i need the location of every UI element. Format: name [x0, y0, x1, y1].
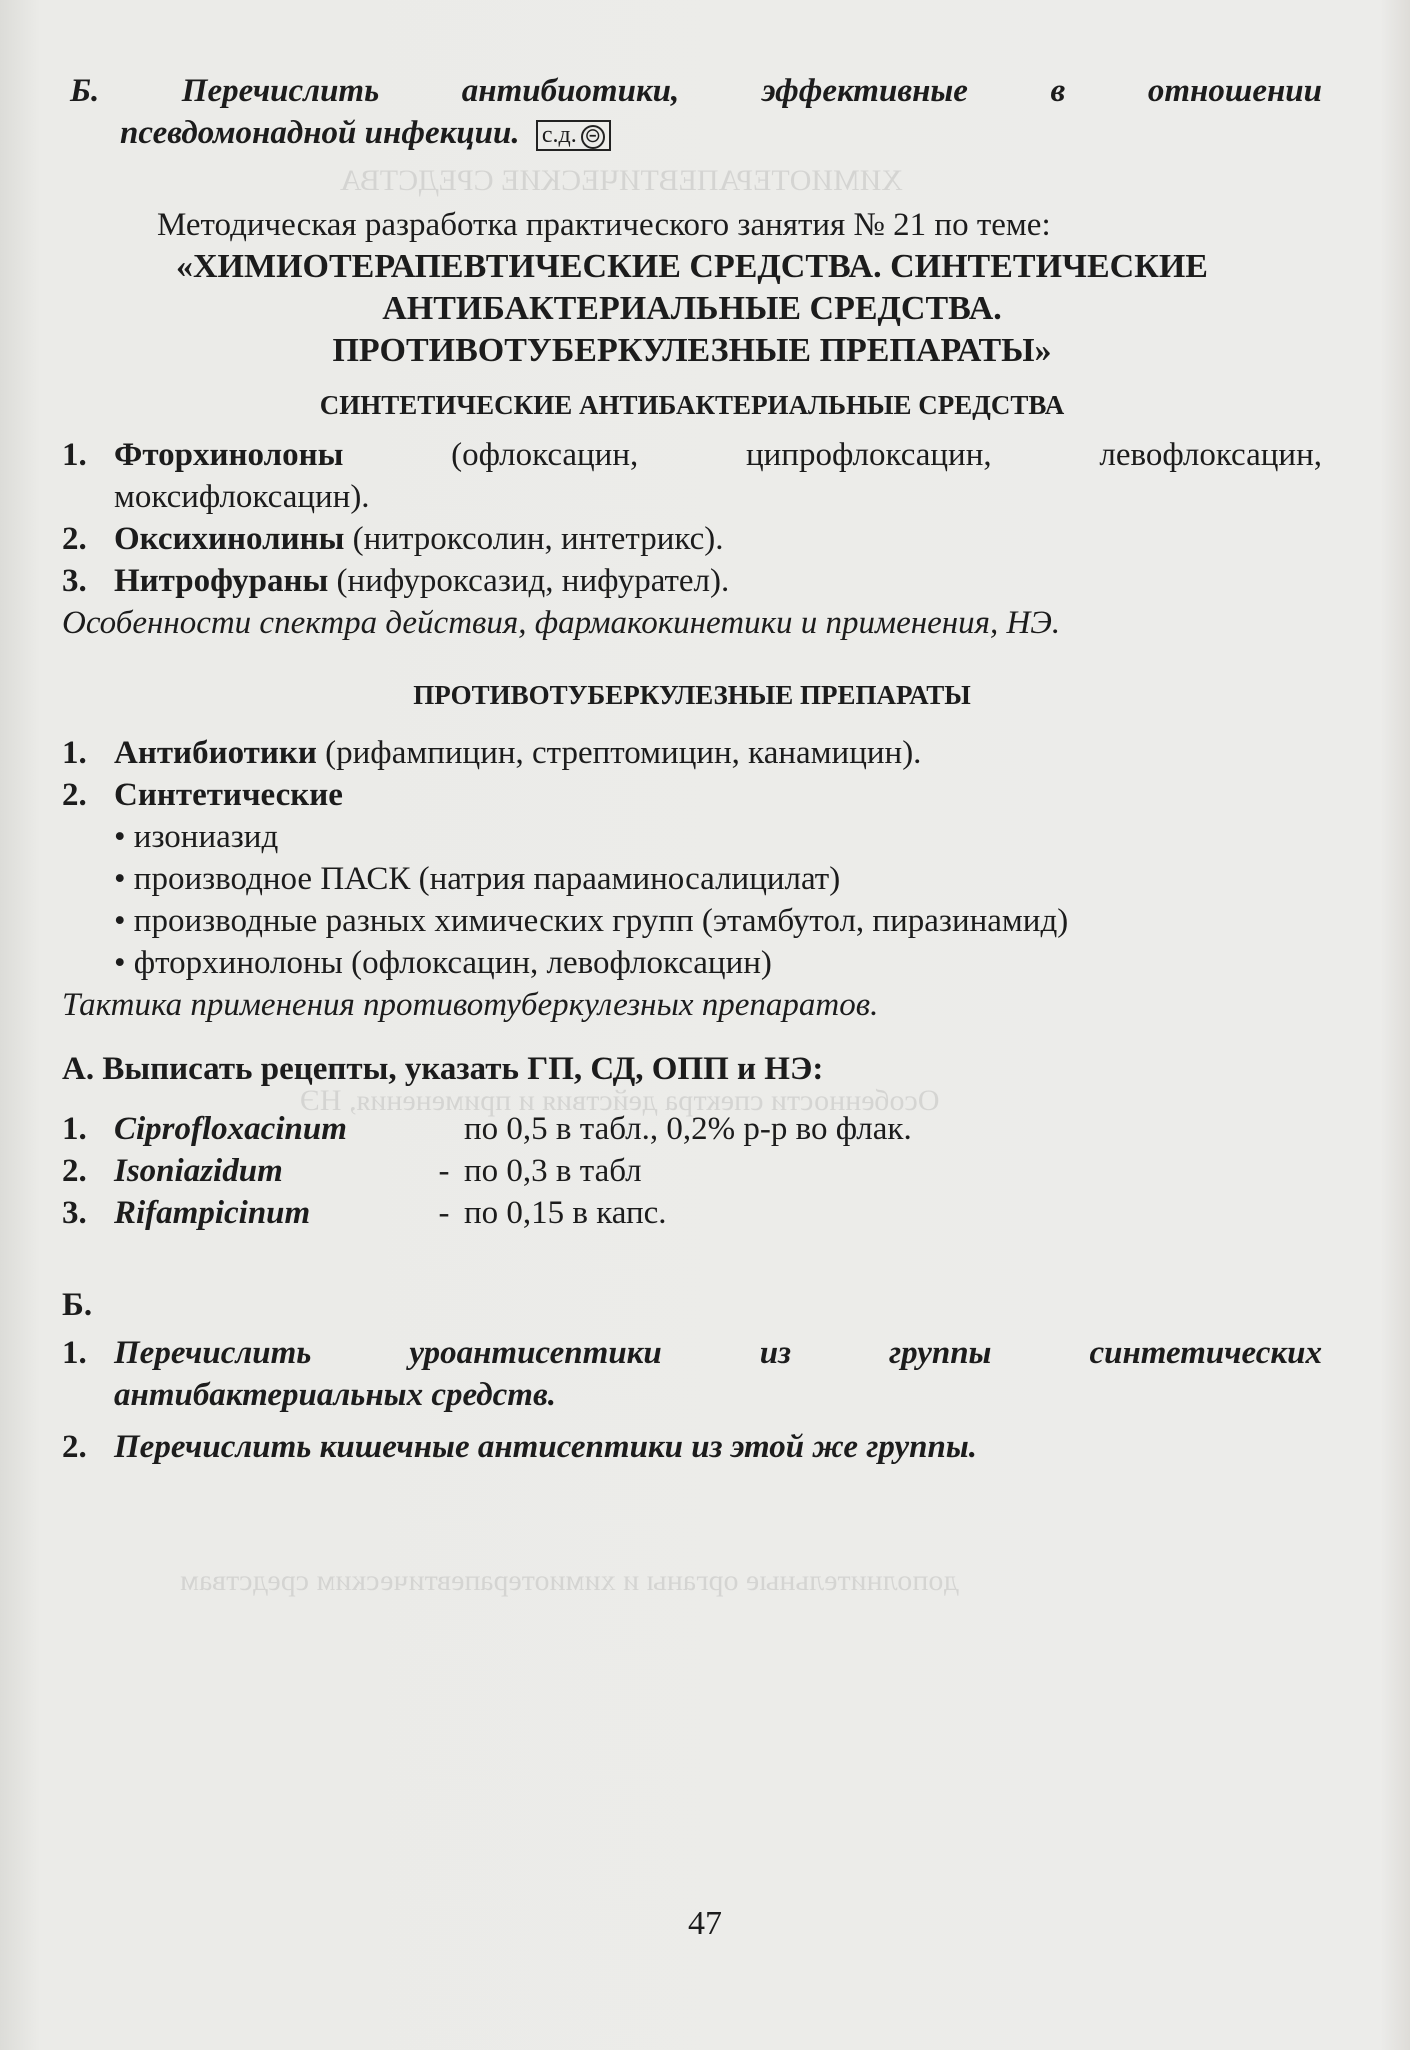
recipe-list	[62, 1108, 1322, 1234]
bullet-item: • производные разных химических групп (этамбутол, пиразинамид)	[114, 903, 1069, 939]
list-item	[62, 1426, 1322, 1468]
drug-group-name: Фторхинолоны	[114, 437, 344, 473]
drug-group-name: Оксихинолины	[114, 521, 345, 557]
item-number: 1.	[62, 1335, 87, 1371]
list-item	[62, 518, 1322, 560]
recipe-number: 3.	[62, 1195, 87, 1231]
drug-dose: по 0,5 в табл., 0,2% р-р во флак.	[464, 1111, 912, 1147]
lesson-title-line2: АНТИБАКТЕРИАЛЬНЫЕ СРЕДСТВА.	[382, 290, 1002, 327]
antitb-note: Тактика применения противотуберкулезных препаратов.	[62, 987, 879, 1023]
lesson-title-line3: ПРОТИВОТУБЕРКУЛЕЗНЫЕ ПРЕПАРАТЫ»	[332, 332, 1052, 369]
antitb-section-title: ПРОТИВОТУБЕРКУЛЕЗНЫЕ ПРЕПАРАТЫ	[413, 680, 971, 710]
drug-examples: (нитроксолин, интетрикс).	[344, 521, 724, 557]
task-b-antibiotics-text: псевдомонадной инфекции.	[120, 115, 520, 151]
item-number: 2.	[62, 1429, 87, 1465]
task-b-item-line1: Перечислить кишечные антисептики из этой же группы.	[114, 1429, 977, 1465]
item-number: 3.	[62, 563, 87, 599]
recipe-row	[62, 1192, 1322, 1234]
drug-latin-name: Rifampicinum	[114, 1195, 311, 1231]
synthetic-section-title: СИНТЕТИЧЕСКИЕ АНТИБАКТЕРИАЛЬНЫЕ СРЕДСТВА	[319, 390, 1065, 420]
antitb-synthetic-bullets	[62, 816, 1322, 984]
lesson-intro: Методическая разработка практического занятия № 21 по теме:	[157, 207, 1051, 243]
task-b-item-line2: антибактериальных средств.	[114, 1377, 556, 1413]
drug-group-name: Антибиотики	[114, 735, 317, 771]
task-b-list	[62, 1332, 1322, 1468]
task-b-item-line1: Перечислить уроантисептики из группы синтетических	[114, 1335, 1322, 1371]
bullet-item: • изониазид	[114, 819, 279, 855]
item-number: 1.	[62, 437, 87, 473]
item-number: 1.	[62, 735, 87, 771]
recipe-dash: -	[438, 1195, 450, 1231]
synthetic-note: Особенности спектра действия, фармакокинетики и применения, НЭ.	[62, 605, 1061, 641]
item-line-continued: моксифлоксацин).	[114, 479, 370, 515]
bullet-item: • производное ПАСК (натрия парааминосалицилат)	[114, 861, 841, 897]
drug-group-name: Синтетические	[114, 777, 343, 813]
task-b-title: Б.	[62, 1287, 93, 1323]
recipe-number: 2.	[62, 1153, 87, 1189]
page-number: 47	[688, 1905, 722, 1942]
list-item	[62, 434, 1322, 518]
task-a-title: А. Выписать рецепты, указать ГП, СД, ОПП и НЭ:	[62, 1051, 824, 1087]
antitb-list	[62, 732, 1322, 816]
bleed-through-text: Особенности спектра действия и применения, НЭ	[300, 1084, 940, 1117]
page-content	[62, 70, 1322, 1468]
drug-latin-name: Ciprofloxacinum	[114, 1111, 347, 1147]
item-number: 2.	[62, 521, 87, 557]
drug-group-name: Нитрофураны	[114, 563, 329, 599]
task-b-antibiotics-line1: Б. Перечислить антибиотики, эффективные в отношении	[70, 73, 1322, 109]
drug-dose: по 0,3 в табл	[464, 1153, 642, 1189]
item-line	[114, 434, 1322, 476]
self-study-stamp	[536, 120, 611, 151]
recipe-number: 1.	[62, 1111, 87, 1147]
minus-circle-icon: ⊝	[581, 125, 605, 149]
drug-examples: (рифампицин, стрептомицин, канамицин).	[316, 735, 922, 771]
item-number: 2.	[62, 777, 87, 813]
recipe-row	[62, 1150, 1322, 1192]
recipe-row	[62, 1108, 1322, 1150]
task-b-antibiotics-line2	[62, 112, 1322, 154]
lesson-title-line1: «ХИМИОТЕРАПЕВТИЧЕСКИЕ СРЕДСТВА. СИНТЕТИЧЕСКИЕ	[175, 248, 1208, 285]
recipe-dash: -	[438, 1153, 450, 1189]
drug-latin-name: Isoniazidum	[114, 1153, 283, 1189]
drug-examples: (нифуроксазид, нифурател).	[328, 563, 730, 599]
list-item	[62, 560, 1322, 602]
drug-dose: по 0,15 в капс.	[464, 1195, 667, 1231]
drug-examples: (офлоксацин, ципрофлоксацин, левофлоксацин,	[343, 437, 1322, 473]
stamp-label: с.д.	[541, 121, 577, 148]
list-item	[62, 1332, 1322, 1416]
synthetic-list	[62, 434, 1322, 602]
list-item	[62, 774, 1322, 816]
bleed-through-text: дополнительные органы и химиотерапевтическим средствам	[180, 1564, 959, 1597]
list-item	[62, 732, 1322, 774]
bullet-item: • фторхинолоны (офлоксацин, левофлоксацин)	[114, 945, 772, 981]
bleed-through-text: ХИМИОТЕРАПЕВТИЧЕСКИЕ СРЕДСТВА	[340, 164, 904, 197]
